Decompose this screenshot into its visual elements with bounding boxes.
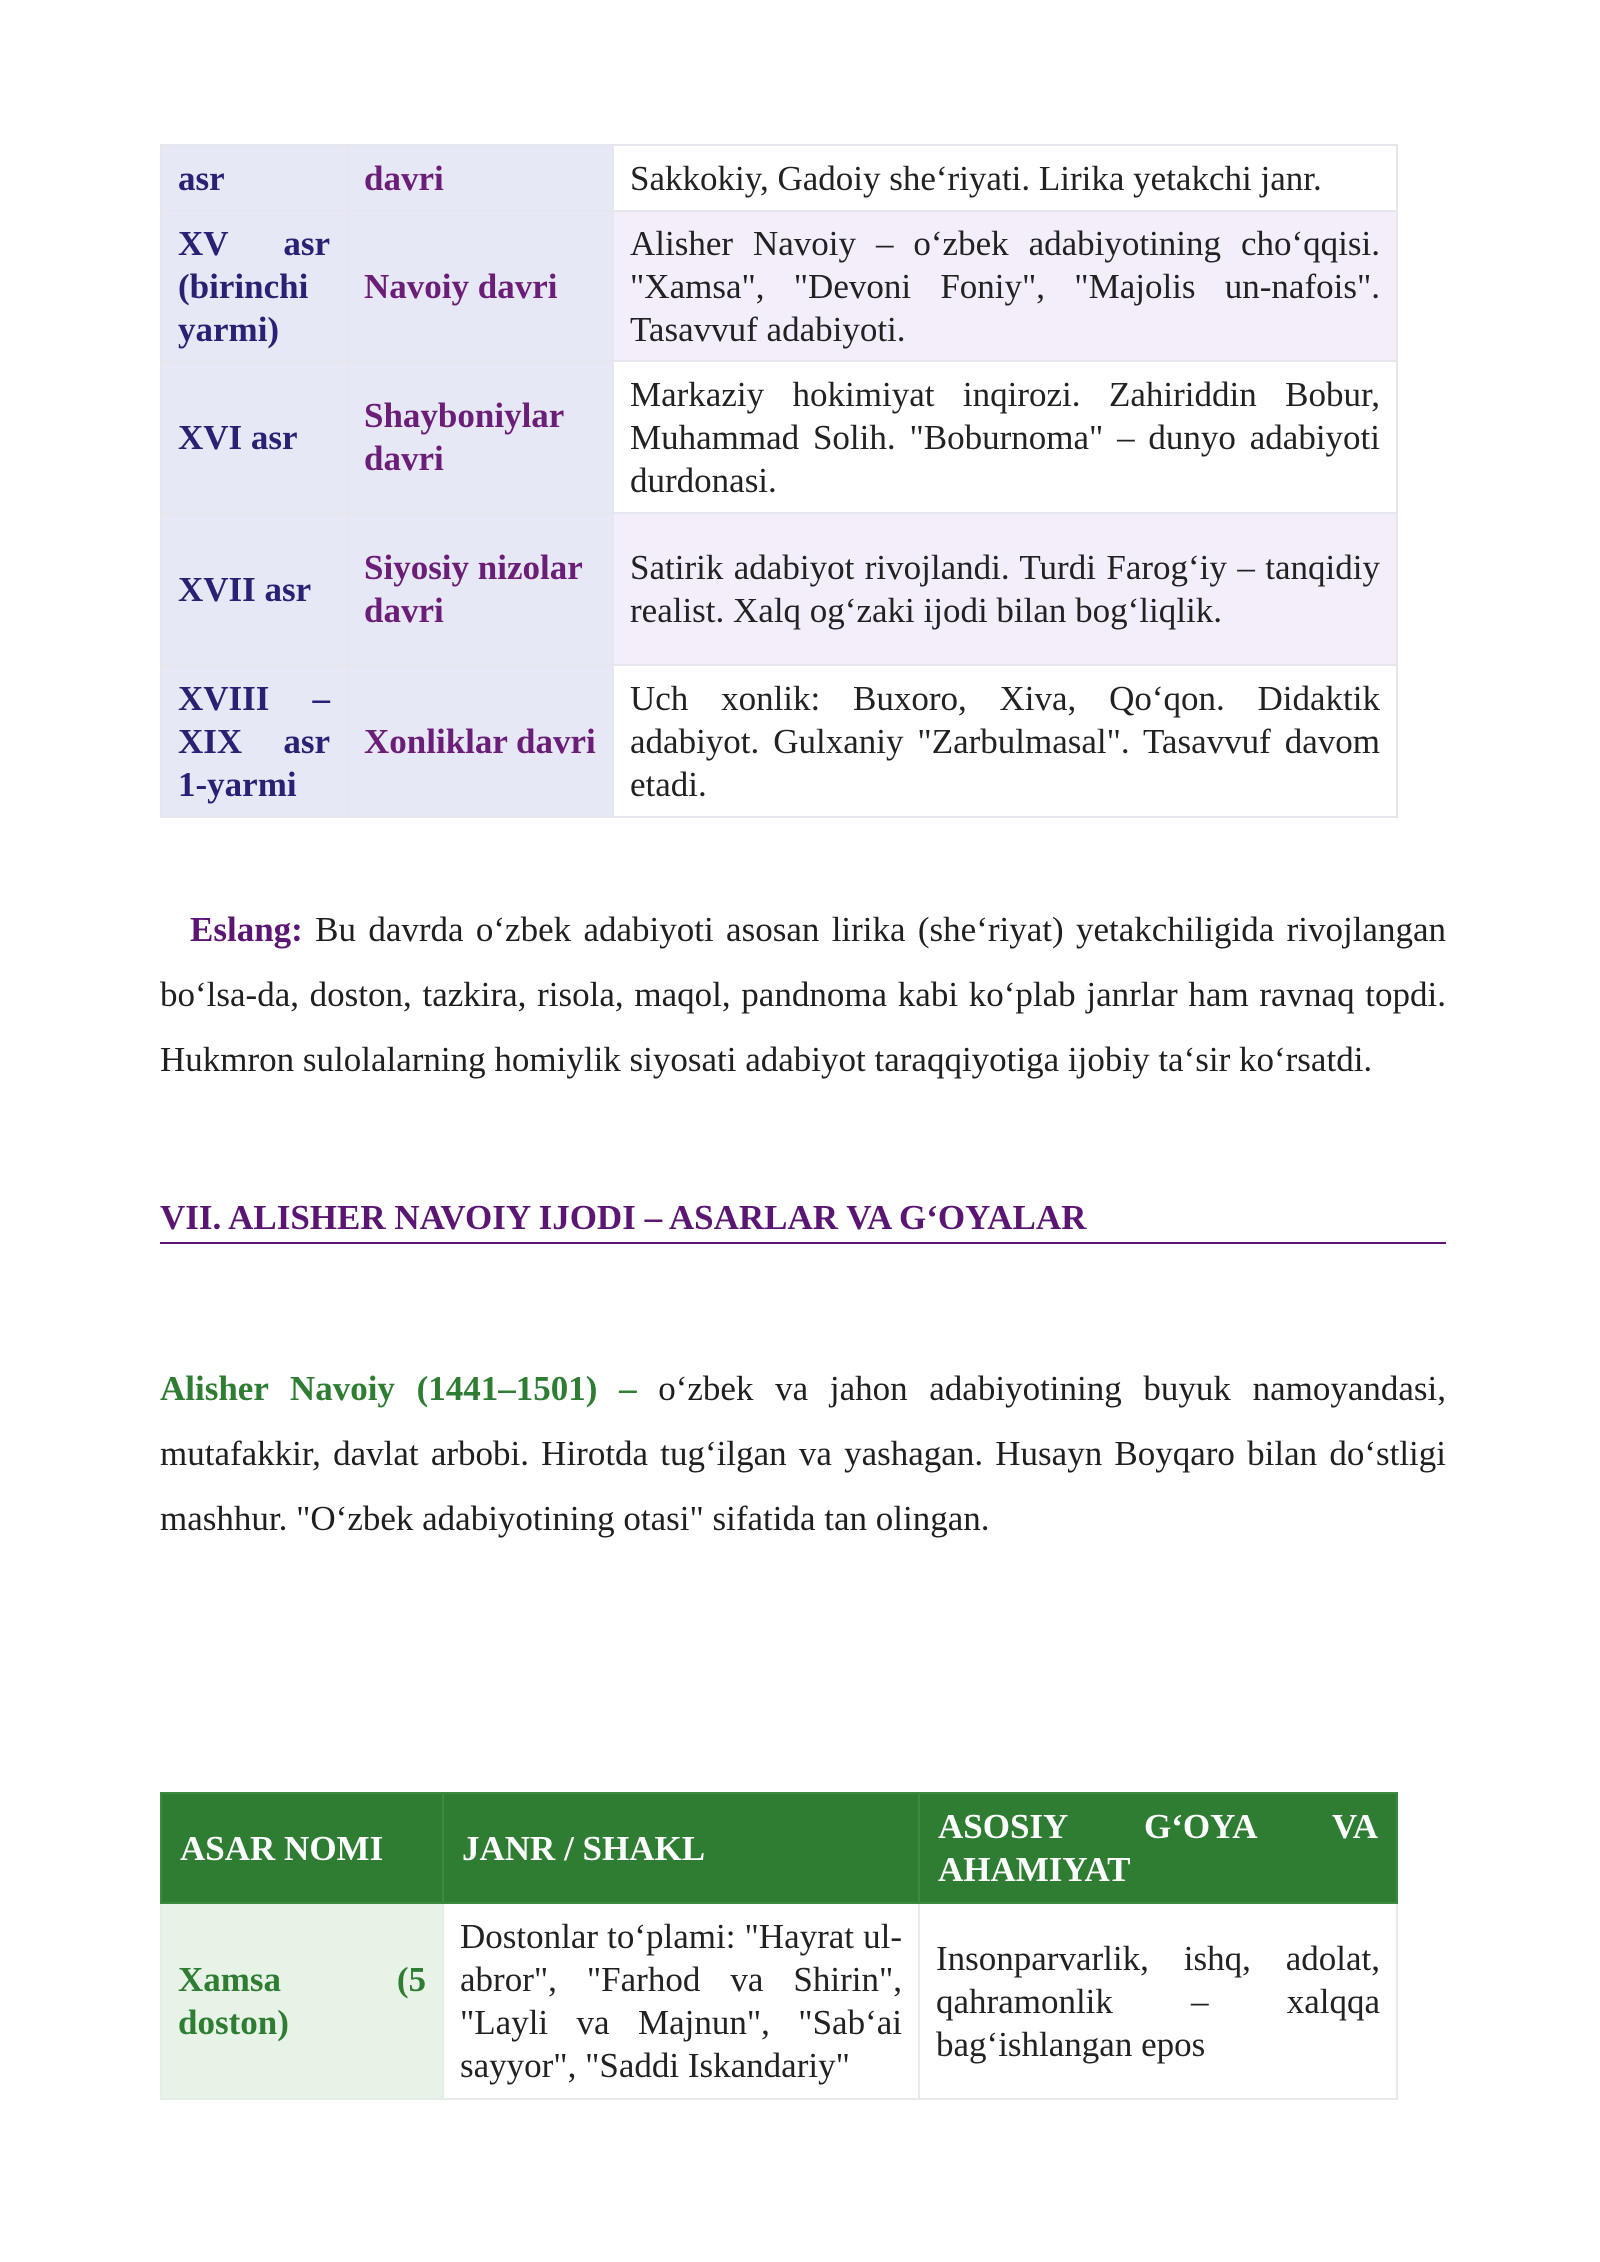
intro-paragraph: [160, 1356, 1446, 1551]
header-main-idea: ASOSIY G‘OYA VA AHAMIYAT: [919, 1793, 1397, 1903]
table-row: [161, 361, 1397, 513]
header-work-name: ASAR NOMI: [161, 1793, 443, 1903]
section-heading: VII. ALISHER NAVOIY IJODI – ASARLAR VA G‘OYALAR: [160, 1196, 1446, 1244]
century-cell: XVII asr: [161, 513, 347, 665]
note-label: Eslang:: [190, 910, 303, 949]
genre-cell: Dostonlar to‘plami: "Hayrat ul-abror", "Farhod va Shirin", "Layli va Majnun", "Sab‘ai sayyor", "Saddi Iskandariy": [443, 1903, 919, 2099]
period-cell: Navoiy davri: [347, 211, 613, 361]
note-paragraph: [160, 897, 1446, 1092]
description-cell: Alisher Navoiy – o‘zbek adabiyotining cho‘qqisi. "Xamsa", "Devoni Foniy", "Majolis un-nafois". Tasavvuf adabiyoti.: [613, 211, 1397, 361]
table-row: [161, 665, 1397, 817]
description-cell: Markaziy hokimiyat inqirozi. Zahiriddin Bobur, Muhammad Solih. "Boburnoma" – dunyo adabiyoti durdonasi.: [613, 361, 1397, 513]
work-name-cell: Xamsa (5 doston): [161, 1903, 443, 2099]
table-row: [161, 145, 1397, 211]
table-row: [161, 1903, 1397, 2099]
table-header-row: [161, 1793, 1397, 1903]
period-cell: Siyosiy nizolar davri: [347, 513, 613, 665]
note-text: Bu davrda o‘zbek adabiyoti asosan lirika (she‘riyat) yetakchiligida rivojlangan bo‘lsa-da, doston, tazkira, risola, maqol, pandnoma kabi ko‘plab janrlar ham ravnaq topdi. Hukmron sulolalarning homiylik siyosati adabiyot taraqqiyotiga ijobiy ta‘sir ko‘rsatdi.: [160, 910, 1446, 1079]
century-cell: asr: [161, 145, 347, 211]
header-genre: JANR / SHAKL: [443, 1793, 919, 1903]
period-cell: Xonliklar davri: [347, 665, 613, 817]
period-cell: Shayboniylar davri: [347, 361, 613, 513]
intro-text: o‘zbek va jahon adabiyotining buyuk namoyandasi, mutafakkir, davlat arbobi. Hirotda tug‘ilgan va yashagan. Husayn Boyqaro bilan do‘stligi mashhur. "O‘zbek adabiyotining otasi" sifatida tan olingan.: [160, 1369, 1446, 1538]
navoiy-works-table: [160, 1792, 1398, 2100]
century-cell: XVI asr: [161, 361, 347, 513]
description-cell: Sakkokiy, Gadoiy she‘riyati. Lirika yetakchi janr.: [613, 145, 1397, 211]
intro-lead: Alisher Navoiy (1441–1501) –: [160, 1369, 637, 1408]
century-cell: XV asr (birinchi yarmi): [161, 211, 347, 361]
century-cell: XVIII – XIX asr 1-yarmi: [161, 665, 347, 817]
period-cell: davri: [347, 145, 613, 211]
description-cell: Uch xonlik: Buxoro, Xiva, Qo‘qon. Didaktik adabiyot. Gulxaniy "Zarbulmasal". Tasavvuf davom etadi.: [613, 665, 1397, 817]
idea-cell: Insonparvarlik, ishq, adolat, qahramonlik – xalqqa bag‘ishlangan epos: [919, 1903, 1397, 2099]
description-cell: Satirik adabiyot rivojlandi. Turdi Farog‘iy – tanqidiy realist. Xalq og‘zaki ijodi bilan bog‘liqlik.: [613, 513, 1397, 665]
table-row: [161, 513, 1397, 665]
literary-periods-table: [160, 144, 1398, 818]
table-row: [161, 211, 1397, 361]
